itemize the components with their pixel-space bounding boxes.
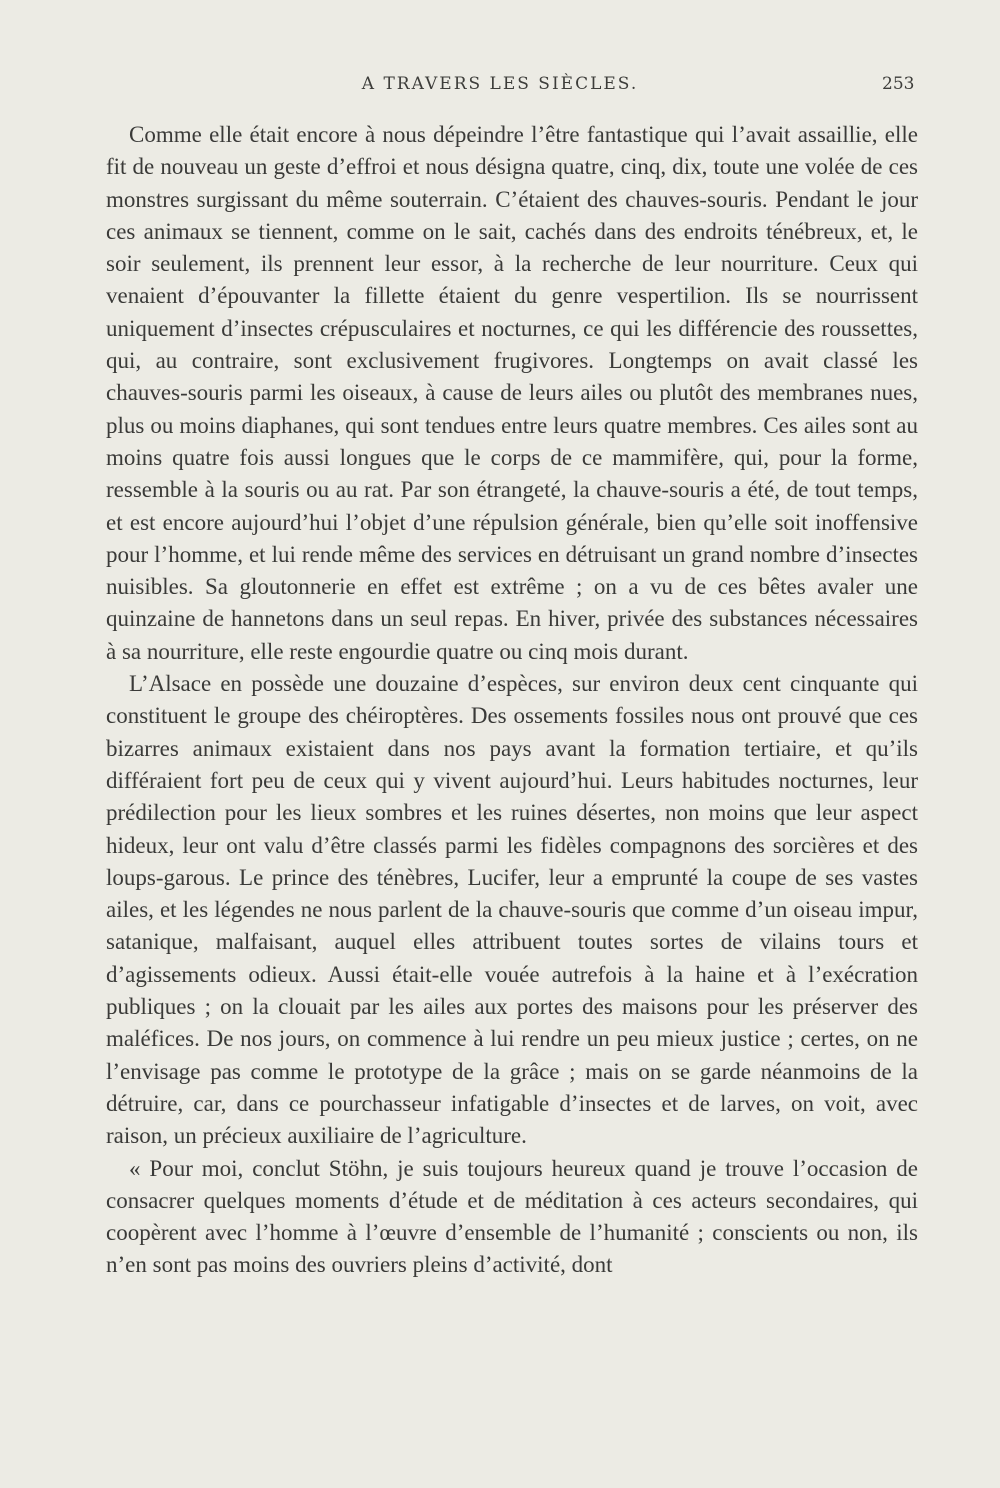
running-title: A TRAVERS LES SIÈCLES. xyxy=(361,74,639,94)
page-number: 253 xyxy=(882,74,915,94)
paragraph-stohn-quote: « Pour moi, conclut Stöhn, je suis toujours heureux quand je trouve l’occasion de consacrer quelques moments d’étude et de méditation à ces acteurs secondaires, qui coopèrent avec l’homme à l’œuvre d’ensemble de l’humanité ; conscients ou non, ils n’en sont pas moins des ouvriers pleins d’activité, dont xyxy=(106,1155,918,1278)
paragraph-alsace-species: L’Alsace en possède une douzaine d’espèces, sur environ deux cent cinquante qui constituent le groupe des chéiroptères. Des ossements fossiles nous ont prouvé que ces bizarres animaux existaient dans nos pays avant la formation tertiaire, et qu’ils différaient fort peu de ceux qui y vivent aujourd’hui. Leurs habitudes nocturnes, leur prédilection pour les lieux sombres et les ruines désertes, non moins que leur aspect hideux, leur ont valu d’être classés parmi les fidèles compagnons des sorcières et des loups-garous. Le prince des ténèbres, Lucifer, leur a emprunté la coupe de ses vastes ailes, et les légendes ne nous parlent de la chauve-souris que comme d’un oiseau impur, satanique, malfaisant, auquel elles attribuent toutes sortes de vilains tours et d’agissements odieux. Aussi était-elle vouée autrefois à la haine et à l’exécration publiques ; on la clouait par les ailes aux portes des maisons pour les préserver des maléfices. De nos jours, on commence à lui rendre un peu mieux justice ; certes, on ne l’envisage pas comme le prototype de la grâce ; mais on se garde néanmoins de la détruire, car, dans ce pourchasseur infatigable d’insectes et de larves, on voit, avec raison, un précieux auxiliaire de l’agriculture. xyxy=(106,671,918,1149)
paragraph-bats-description: Comme elle était encore à nous dépeindre l’être fantastique qui l’avait assaillie, elle fit de nouveau un geste d’effroi et nous désigna quatre, cinq, dix, toute une volée de ces monstres surgissant du même souterrain. C’étaient des chauves-souris. Pendant le jour ces animaux se tiennent, comme on le sait, cachés dans des endroits ténébreux, et, le soir seulement, ils prennent leur essor, à la recherche de leur nourriture. Ceux qui venaient d’épouvanter la fillette étaient du genre vespertilion. Ils se nourrissent uniquement d’insectes crépusculaires et nocturnes, ce qui les différencie des roussettes, qui, au contraire, sont exclusivement frugivores. Longtemps on avait classé les chauves-souris parmi les oiseaux, à cause de leurs ailes ou plutôt des membranes nues, plus ou moins diaphanes, qui sont tendues entre leurs quatre membres. Ces ailes sont au moins quatre fois aussi longues que le corps de ce mammifère, qui, pour la forme, ressemble à la souris ou au rat. Par son étrangeté, la chauve-souris a été, de tout temps, et est encore aujourd’hui l’objet d’une répulsion générale, bien qu’elle soit inoffensive pour l’homme, et lui rende même des services en détruisant un grand nombre d’insectes nuisibles. Sa gloutonnerie en effet est extrême ; on a vu de ces bêtes avaler une quinzaine de hannetons dans un seul repas. En hiver, privée des substances nécessaires à sa nourriture, elle reste engourdie quatre ou cinq mois durant. xyxy=(106,122,918,664)
page-body xyxy=(106,119,918,1282)
